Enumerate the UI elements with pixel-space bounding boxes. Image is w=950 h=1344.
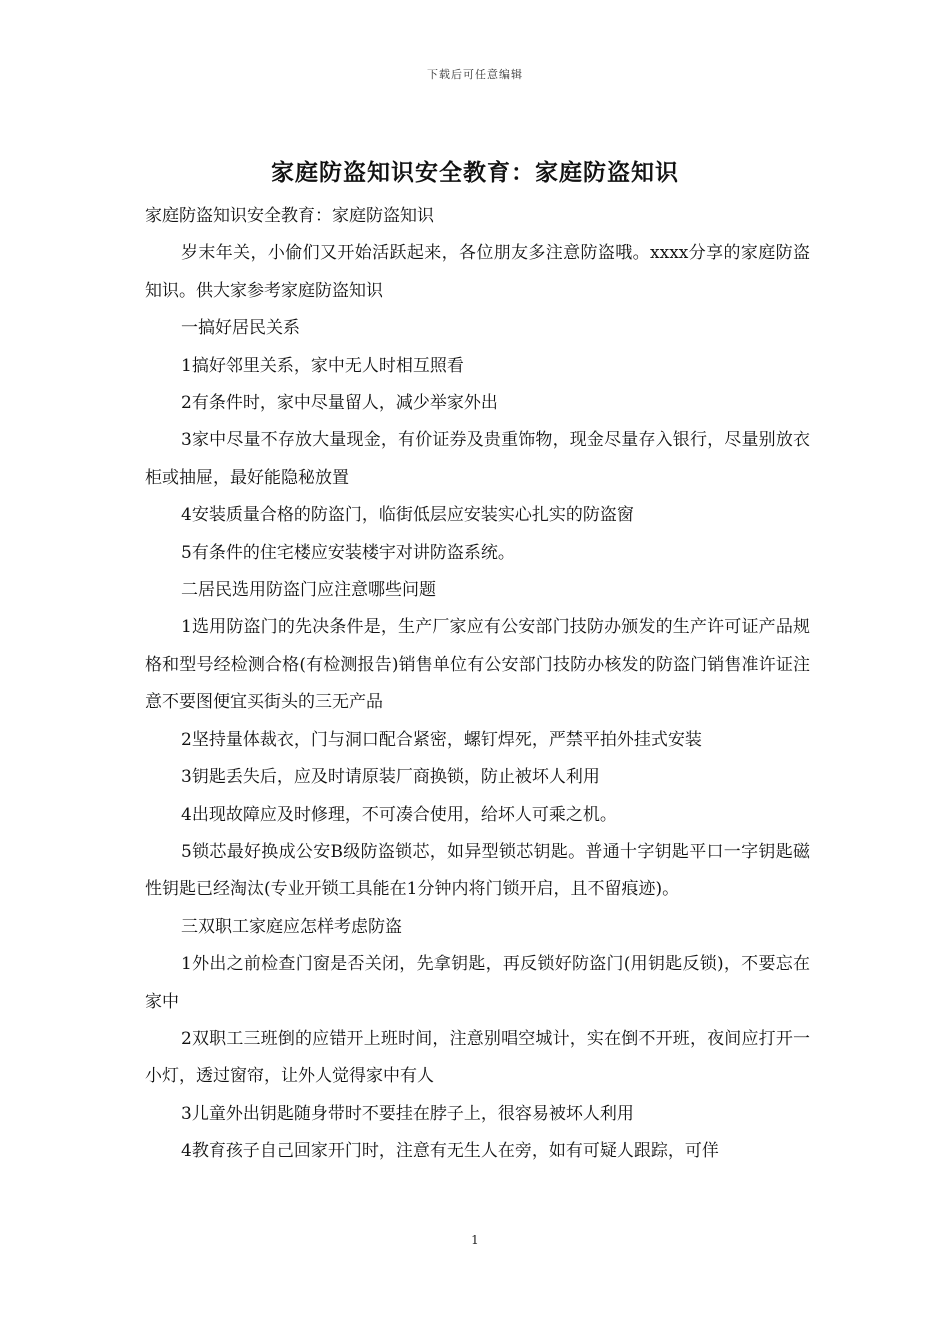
- section-heading: 二居民选用防盗门应注意哪些问题: [181, 580, 436, 601]
- paragraph: 1搞好邻里关系，家中无人时相互照看: [181, 355, 464, 376]
- paragraph: 2坚持量体裁衣，门与洞口配合紧密，螺钉焊死，严禁平拍外挂式安装: [181, 729, 702, 750]
- paragraph: 3家中尽量不存放大量现金，有价证券及贵重饰物，现金尽量存入银行，尽量别放衣柜或抽屉，最好能隐秘放置: [145, 430, 810, 488]
- paragraph: 4安装质量合格的防盗门，临街低层应安装实心扎实的防盗窗: [181, 505, 634, 526]
- paragraph: 5锁芯最好换成公安B级防盗锁芯，如异型锁芯钥匙。普通十字钥匙平口一字钥匙磁性钥匙已经淘汰(专业开锁工具能在1分钟内将门锁开启，且不留痕迹)。: [145, 841, 810, 900]
- section-heading: 一搞好居民关系: [181, 318, 300, 339]
- document-body: [145, 198, 810, 1171]
- header-note: 下载后可任意编辑: [427, 68, 523, 81]
- paragraph: 岁末年关，小偷们又开始活跃起来，各位朋友多注意防盗哦。xxxx分享的家庭防盗知识。供大家参考家庭防盗知识: [145, 243, 810, 301]
- document-title: 家庭防盗知识安全教育：家庭防盗知识: [271, 159, 679, 186]
- paragraph: 4教育孩子自己回家开门时，注意有无生人在旁，如有可疑人跟踪，可佯: [181, 1141, 719, 1162]
- paragraph: 3钥匙丢失后，应及时请原装厂商换锁，防止被坏人利用: [181, 767, 600, 788]
- page-number: 1: [471, 1233, 479, 1247]
- paragraph: 1外出之前检查门窗是否关闭，先拿钥匙，再反锁好防盗门(用钥匙反锁)，不要忘在家中: [145, 954, 810, 1012]
- paragraph-subtitle: 家庭防盗知识安全教育：家庭防盗知识: [145, 206, 434, 226]
- paragraph: 2有条件时，家中尽量留人，减少举家外出: [181, 393, 498, 414]
- paragraph: 2双职工三班倒的应错开上班时间，注意别唱空城计，实在倒不开班，夜间应打开一小灯，透过窗帘，让外人觉得家中有人: [145, 1028, 810, 1087]
- paragraph: 4出现故障应及时修理，不可凑合使用，给坏人可乘之机。: [181, 804, 617, 825]
- paragraph: 3儿童外出钥匙随身带时不要挂在脖子上，很容易被坏人利用: [181, 1103, 634, 1124]
- section-heading: 三双职工家庭应怎样考虑防盗: [181, 916, 402, 937]
- paragraph: 1选用防盗门的先决条件是，生产厂家应有公安部门技防办颁发的生产许可证产品规格和型号经检测合格(有检测报告)销售单位有公安部门技防办核发的防盗门销售准许证注意不要图便宜买街头的三无产品: [145, 617, 810, 713]
- paragraph: 5有条件的住宅楼应安装楼宇对讲防盗系统。: [181, 542, 515, 563]
